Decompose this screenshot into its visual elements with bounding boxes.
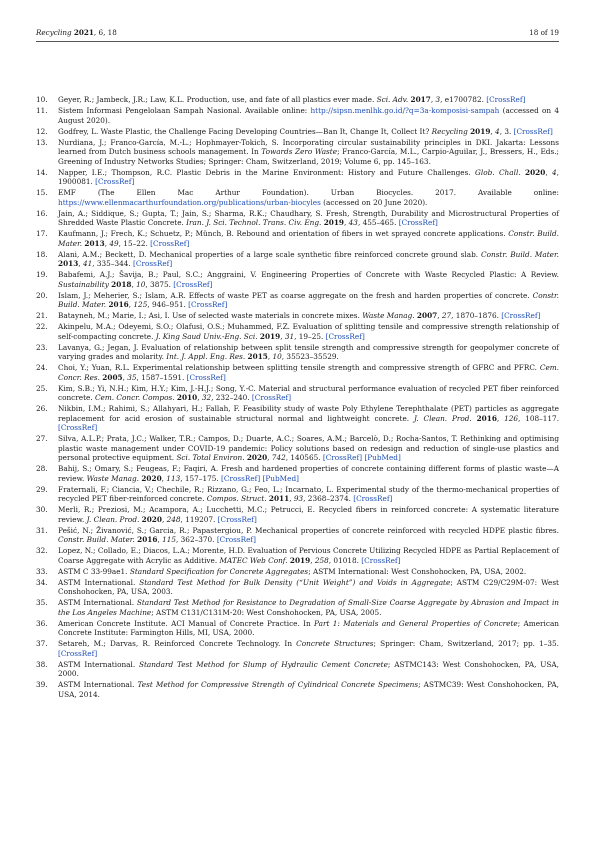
reference-item — [36, 639, 559, 658]
reference-italic-text: Standard Test Method for Bulk Density (“Unit Weight”) and Voids in Aggregate — [139, 577, 451, 587]
reference-plain-text: , 157–175. — [180, 473, 222, 483]
reference-list — [36, 95, 559, 701]
reference-item — [36, 188, 559, 207]
reference-italic-text: 126 — [504, 413, 519, 423]
reference-year: 2011 — [268, 494, 290, 503]
reference-number: 35. — [36, 598, 48, 607]
reference-number: 11. — [36, 106, 48, 115]
reference-number: 22. — [36, 322, 48, 331]
reference-plain-text: Akinpelu, M.A.; Odeyemi, S.O.; Olafusi, O.S.; Muhammed, F.Z. Evaluation of splitting tensile and compressive strength relationship of self-compacting concrete. — [58, 322, 559, 341]
reference-number: 18. — [36, 249, 48, 259]
reference-italic-text: 125 — [133, 300, 148, 309]
reference-text — [58, 434, 559, 463]
reference-item — [36, 464, 559, 483]
reference-italic-text: Concrete Structures — [296, 639, 374, 648]
reference-item — [36, 343, 559, 362]
reference-number: 39. — [36, 680, 48, 689]
reference-number: 37. — [36, 639, 48, 648]
reference-plain-text: , 1870–1876. — [451, 311, 502, 320]
reference-plain-text: Kim, S.B.; Yi, N.H.; Kim, H.Y.; Kim, J.-H.J.; Song, Y.-C. Material and structural performance evaluation of recycled PET fiber reinforced concrete. — [58, 383, 559, 402]
reference-number: 34. — [36, 577, 48, 587]
reference-italic-text: Cem. Concr. Compos. — [94, 393, 175, 402]
reference-text — [58, 505, 559, 524]
reference-item — [36, 106, 559, 125]
reference-item — [36, 680, 559, 699]
reference-year: 2013 — [58, 259, 79, 268]
reference-plain-text: , — [161, 514, 167, 524]
reference-plain-text: Pešić, N.; Živanović, S.; Garcia, R.; Papastergiou, P. Mechanical properties of concrete reinforced with recycled HDPE plastic fibres. — [58, 525, 559, 535]
crossref-link[interactable]: [CrossRef] — [353, 494, 393, 503]
reference-item — [36, 660, 559, 679]
reference-text — [58, 95, 559, 105]
reference-number: 33. — [36, 566, 48, 576]
reference-plain-text: , 2368–2374. — [303, 494, 354, 503]
reference-number: 28. — [36, 464, 48, 473]
reference-plain-text: , 3875. — [145, 279, 174, 289]
reference-number: 16. — [36, 208, 48, 218]
reference-plain-text: , — [161, 473, 167, 483]
crossref-link[interactable]: [CrossRef] — [216, 535, 256, 544]
reference-item — [36, 311, 559, 321]
reference-plain-text: Napper, I.E.; Thompson, R.C. Plastic Debris in the Marine Environment: History and Future Challenges. — [58, 167, 476, 177]
reference-italic-text: Glob. Chall. — [475, 167, 521, 177]
reference-plain-text: ASTM International. — [58, 659, 139, 669]
reference-plain-text: ; American Concrete Institute: Farmington Hills, MI, USA, 2000. — [58, 618, 559, 637]
crossref-link[interactable]: [CrossRef] — [398, 218, 438, 227]
reference-italic-text: J. Clean. Prod. — [413, 413, 472, 423]
reference-number: 31. — [36, 525, 48, 535]
reference-text — [58, 546, 559, 565]
reference-plain-text: Alani, A.M.; Beckett, D. Mechanical properties of a large scale synthetic fibre reinforced concrete ground slab. — [58, 249, 482, 259]
reference-italic-text: 113 — [166, 473, 181, 483]
reference-text — [58, 485, 559, 504]
header-divider — [36, 41, 559, 42]
reference-italic-text: 41 — [82, 259, 93, 268]
reference-number: 38. — [36, 659, 48, 669]
reference-plain-text: Choi, Y.; Yuan, R.L. Experimental relationship between splitting tensile strength and compressive strength of GFRC and PFRC. — [58, 363, 540, 372]
reference-text — [58, 363, 559, 382]
reference-item — [36, 434, 559, 463]
reference-plain-text: ; ASTM C29/C29M-07: West Conshohocken, PA, USA, 2003. — [58, 577, 559, 596]
reference-text — [58, 567, 559, 577]
crossref-link[interactable]: [CrossRef] — [325, 331, 365, 341]
reference-italic-text: Cem. Concr. Res. — [58, 363, 559, 382]
reference-text — [58, 598, 559, 617]
reference-plain-text: Godfrey, L. Waste Plastic, the Challenge Facing Developing Countries—Ban It, Change It, Collect It? — [58, 126, 432, 136]
reference-plain-text: , 15–22. — [118, 238, 151, 248]
crossref-link[interactable]: [CrossRef] — [501, 311, 541, 320]
reference-italic-text: 4 — [552, 167, 557, 177]
reference-item — [36, 363, 559, 382]
reference-plain-text: , e1700782. — [440, 95, 487, 104]
reference-year: 2020 — [141, 514, 162, 524]
journal-name: Recycling — [36, 28, 72, 37]
reference-item — [36, 229, 559, 248]
reference-italic-text: Sustainability — [58, 279, 109, 289]
reference-italic-text: 10 — [136, 279, 146, 289]
reference-plain-text: , — [310, 555, 315, 565]
reference-plain-text: , 362–370. — [176, 535, 217, 544]
reference-year: 2007 — [416, 311, 438, 320]
reference-plain-text: , 232–240. — [211, 393, 252, 402]
reference-plain-text: , — [545, 167, 553, 177]
journal-volume-pages: , 6, 18 — [93, 28, 117, 37]
page-header — [36, 28, 559, 37]
reference-year: 2020 — [525, 167, 546, 177]
reference-plain-text: , — [104, 238, 110, 248]
reference-year: 2013 — [84, 238, 105, 248]
reference-plain-text: Islam, J.; Meherier, S.; Islam, A.R. Effects of waste PET as coarse aggregate on the fresh and harden properties of concrete. — [58, 290, 533, 300]
reference-item — [36, 250, 559, 269]
reference-italic-text: Standard Specification for Concrete Aggregates — [129, 566, 309, 576]
crossref-link[interactable]: [CrossRef] — [221, 473, 261, 483]
crossref-link[interactable]: [CrossRef] — [186, 372, 226, 382]
reference-item — [36, 485, 559, 504]
reference-plain-text: , — [128, 300, 134, 309]
crossref-link[interactable]: [CrossRef] — [150, 238, 190, 248]
reference-italic-text: 258 — [314, 555, 329, 565]
reference-italic-text: Sci. Adv. — [376, 95, 409, 104]
crossref-link[interactable]: [CrossRef] — [58, 423, 98, 432]
reference-italic-text: 43 — [348, 218, 358, 227]
reference-text — [58, 311, 559, 321]
reference-year: 2017 — [410, 95, 431, 104]
reference-year: 2016 — [137, 535, 158, 544]
reference-number: 23. — [36, 342, 48, 352]
reference-plain-text: , — [430, 95, 436, 104]
reference-plain-text: ; ASTMC39: West Conshohocken, PA, USA, 2014. — [58, 680, 559, 699]
reference-italic-text: 27 — [441, 311, 452, 320]
reference-year: 2015 — [247, 352, 268, 361]
reference-year: 2016 — [476, 413, 497, 423]
reference-plain-text: , 455–465. — [357, 218, 399, 227]
reference-plain-text: , — [344, 218, 349, 227]
page-indicator: 18 of 19 — [529, 28, 559, 37]
crossref-link[interactable]: [CrossRef] — [58, 648, 98, 658]
reference-italic-text: 32 — [201, 393, 212, 402]
reference-number: 13. — [36, 137, 48, 147]
reference-number: 14. — [36, 167, 48, 177]
reference-plain-text: , 35523–35529. — [281, 352, 339, 361]
journal-citation — [36, 28, 117, 37]
reference-plain-text: Setareh, M.; Darvas, R. Reinforced Concrete Technology. In — [58, 639, 297, 648]
reference-italic-text: 49 — [109, 238, 119, 248]
reference-number: 17. — [36, 229, 48, 238]
reference-year: 2019 — [289, 555, 311, 565]
reference-number: 20. — [36, 290, 48, 300]
reference-text — [58, 384, 559, 403]
reference-plain-text: Nurdiana, J.; Franco-García, M.-L.; Hophmayer-Tokich, S. Incorporating circular sustainability principles in DKI. Jakarta: Lessons learned from Dutch business schools management. In — [58, 137, 559, 156]
reference-italic-text: Towards Zero Waste — [261, 147, 338, 156]
url-link[interactable]: http://sipsn.menlhk.go.id/?q=3a-komposisi-sampah — [310, 106, 500, 115]
reference-plain-text: , — [496, 413, 505, 423]
reference-italic-text: Sci. Total Environ. — [176, 453, 245, 462]
reference-text — [58, 209, 559, 228]
reference-text — [58, 343, 559, 362]
reference-italic-text: Constr. Build. Mater. — [58, 535, 135, 544]
reference-plain-text: , — [267, 453, 272, 462]
reference-item — [36, 127, 559, 137]
reference-plain-text: , 1587–1591. — [136, 372, 187, 382]
reference-plain-text: (accessed on 4 August 2020). — [58, 106, 559, 125]
reference-italic-text: 10 — [272, 352, 282, 361]
reference-number: 32. — [36, 546, 48, 555]
reference-italic-text: Waste Manag. — [362, 311, 415, 320]
reference-plain-text: ASTM C 33-99ae1. — [58, 566, 130, 576]
reference-italic-text: J. King Saud Univ.-Eng. Sci. — [155, 331, 258, 341]
reference-italic-text: 742 — [271, 453, 286, 462]
journal-year: 2021 — [73, 28, 94, 37]
reference-plain-text: American Concrete Institute. ACI Manual of Concrete Practice. In — [58, 618, 315, 628]
reference-text — [58, 127, 559, 137]
reference-plain-text: Jain, A.; Siddique, S.; Gupta, T.; Jain, S.; Sharma, R.K.; Chaudhary, S. Fresh, Strength, Durability and Microstructural Properties of Shredded Waste Plastic Concrete. — [58, 208, 559, 227]
reference-item — [36, 270, 559, 289]
crossref-link[interactable]: [CrossRef] — [217, 514, 257, 524]
reference-italic-text: Test Method for Compressive Strength of Cylindrical Concrete Specimens — [137, 680, 419, 689]
reference-plain-text: ; ASTM International: West Conshohocken, PA, USA, 2002. — [308, 566, 527, 576]
reference-plain-text: Silva, A.L.P.; Prata, J.C.; Walker, T.R.; Campos, D.; Duarte, A.C.; Soares, A.M.; Barcelò, D.; Rocha-Santos, T. Rethinking and optimising plastic waste management under COVID-19 pandemic: Policy solutions based on redesign and reduction of single-use plastics and personal protective equipment. — [58, 434, 559, 462]
reference-text — [58, 168, 559, 187]
reference-plain-text: , — [490, 126, 496, 136]
reference-year: 2020 — [246, 453, 268, 462]
reference-year: 2019 — [323, 218, 344, 227]
reference-number: 30. — [36, 505, 48, 514]
reference-plain-text: Lopez, N.; Collado, E.; Diacos, L.A.; Morente, H.D. Evaluation of Pervious Concrete Utilizing Recycled HDPE as Partial Replacement of Coarse Aggregate with Acrylic as Additive. — [58, 546, 559, 565]
reference-italic-text: 115 — [162, 535, 177, 544]
reference-italic-text: Constr. Build. Mater. — [58, 290, 559, 309]
reference-italic-text: Waste Manag. — [86, 473, 140, 483]
reference-plain-text: (accessed on 20 June 2020). — [320, 197, 428, 207]
reference-text — [58, 291, 559, 310]
reference-italic-text: 93 — [293, 494, 304, 503]
crossref-link[interactable]: [CrossRef] — [251, 393, 292, 402]
reference-year: 2005 — [102, 372, 123, 382]
pubmed-link[interactable]: [PubMed] — [364, 453, 401, 462]
crossref-link[interactable]: [CrossRef] — [95, 177, 135, 186]
reference-text — [58, 464, 559, 483]
reference-italic-text: MATEC Web Conf. — [219, 555, 288, 565]
reference-italic-text: J. Clean. Prod. — [86, 514, 140, 524]
url-link[interactable]: https://www.ellenmacarthurfoundation.org/publications/urban-biocyles — [58, 197, 321, 207]
reference-year: 2020 — [141, 473, 162, 483]
reference-plain-text: , 108–117. — [518, 413, 560, 423]
reference-plain-text: ; Springer: Cham, Switzerland, 2017; pp. 1–35. — [373, 639, 559, 648]
reference-text — [58, 106, 559, 125]
reference-number: 36. — [36, 618, 48, 628]
reference-plain-text: , — [289, 494, 294, 503]
reference-italic-text: 31 — [284, 331, 295, 341]
crossref-link[interactable]: [CrossRef] — [486, 95, 526, 104]
reference-plain-text: EMF (The Ellen Mac Arthur Foundation). Urban Biocycles. 2017. Available online: — [58, 188, 559, 197]
reference-plain-text: Kaufmann, J.; Frech, K.; Schuetz, P.; Münch, B. Rebound and orientation of fibers in wet sprayed concrete applications. — [58, 229, 509, 238]
reference-text — [58, 188, 559, 207]
reference-number: 21. — [36, 311, 48, 320]
reference-plain-text: ; ASTM C131/C131M-20: West Conshohocken, PA, USA, 2005. — [151, 607, 382, 617]
reference-number: 29. — [36, 484, 48, 494]
reference-year: 2019 — [470, 126, 491, 136]
reference-item — [36, 505, 559, 524]
reference-item — [36, 546, 559, 565]
reference-plain-text: , — [131, 279, 137, 289]
reference-number: 19. — [36, 270, 48, 279]
crossref-link[interactable]: [CrossRef] — [361, 555, 401, 565]
reference-italic-text: Compos. Struct. — [206, 494, 267, 503]
reference-year: 2010 — [176, 393, 198, 402]
reference-item — [36, 619, 559, 638]
reference-plain-text: , 140565. — [285, 453, 323, 462]
reference-number: 27. — [36, 434, 48, 443]
reference-plain-text: ASTM International. — [58, 598, 137, 607]
reference-italic-text: 35 — [127, 372, 137, 382]
reference-number: 25. — [36, 383, 48, 393]
reference-italic-text: Standard Test Method for Slump of Hydraulic Cement Concrete — [139, 659, 388, 669]
reference-text — [58, 322, 559, 341]
reference-plain-text: , — [280, 331, 285, 341]
reference-year: 2018 — [111, 279, 132, 289]
reference-text — [58, 270, 559, 289]
reference-plain-text: , — [197, 393, 202, 402]
reference-plain-text: , 01018. — [328, 555, 362, 565]
reference-plain-text: Sistem Informasi Pengelolaan Sampah Nasional. Available online: — [58, 106, 311, 115]
reference-year: 2019 — [259, 331, 281, 341]
reference-item — [36, 578, 559, 597]
reference-plain-text: ASTM International. — [58, 577, 140, 587]
reference-item — [36, 404, 559, 433]
reference-italic-text: Constr. Build. Mater. — [481, 249, 560, 259]
reference-text — [58, 138, 559, 167]
crossref-link[interactable]: [CrossRef] — [173, 279, 213, 289]
reference-italic-text: Constr. Build. Mater. — [58, 229, 559, 248]
reference-number: 26. — [36, 404, 48, 413]
reference-item — [36, 95, 559, 105]
reference-plain-text: , 3. — [499, 126, 514, 136]
reference-plain-text: , 19–25. — [294, 331, 326, 341]
pubmed-link[interactable]: [PubMed] — [262, 473, 299, 483]
reference-number: 12. — [36, 126, 48, 136]
reference-plain-text: , — [122, 372, 128, 382]
reference-italic-text: 4 — [495, 126, 500, 136]
reference-plain-text: , — [437, 311, 442, 320]
reference-plain-text: Nikbin, I.M.; Rahimi, S.; Allahyari, H.; Fallah, F. Feasibility study of waste Poly Ethylene Terephthalate (PET) particles as aggregate replacement for acid erosion of sustainable structural normal and lightweight concrete. — [58, 404, 559, 423]
reference-text — [58, 526, 559, 545]
reference-plain-text: Lavanya, G.; Jegan, J. Evaluation of relationship between split tensile strength and compressive strength for geopolymer concrete of varying grades and molarity. — [58, 342, 559, 361]
reference-plain-text: , 946–951. — [147, 300, 189, 309]
reference-italic-text: 3 — [435, 95, 441, 104]
reference-year: 2016 — [108, 300, 129, 309]
reference-item — [36, 598, 559, 617]
reference-italic-text: 248 — [166, 514, 181, 524]
reference-item — [36, 168, 559, 187]
reference-italic-text: Part 1: Materials and General Properties of Concrete — [314, 618, 518, 628]
reference-text — [58, 660, 559, 679]
crossref-link[interactable]: [CrossRef] — [513, 126, 553, 136]
reference-item — [36, 138, 559, 167]
reference-plain-text: Bahij, S.; Omary, S.; Feugeas, F.; Faqiri, A. Fresh and hardened properties of concrete containing different forms of plastic waste—A review. — [58, 464, 559, 483]
crossref-link[interactable]: [CrossRef] — [188, 300, 228, 309]
reference-number: 15. — [36, 188, 48, 197]
reference-plain-text: , — [157, 535, 163, 544]
reference-plain-text: Merli, R.; Preziosi, M.; Acampora, A.; Lucchetti, M.C.; Petrucci, E. Recycled fibers in reinforced concrete: A systematic literature review. — [58, 505, 559, 524]
reference-italic-text: Int. J. Appl. Eng. Res. — [166, 352, 246, 361]
crossref-link[interactable]: [CrossRef] — [133, 259, 173, 268]
reference-text — [58, 680, 559, 699]
reference-plain-text: ASTM International. — [58, 680, 138, 689]
reference-text — [58, 229, 559, 248]
reference-item — [36, 567, 559, 577]
reference-plain-text: , 1900081. — [58, 167, 559, 186]
reference-text — [58, 639, 559, 658]
reference-text — [58, 404, 559, 433]
crossref-link[interactable]: [CrossRef] — [322, 453, 363, 462]
reference-item — [36, 384, 559, 403]
reference-plain-text: ; Franco-García, M.L., Carpio-Aguilar, J., Bressers, H., Eds.; Greening of Industry Networks Studies; Springer: Cham, Switzerland, 2019; Volume 6, pp. 145–163. — [58, 147, 559, 166]
reference-number: 10. — [36, 95, 48, 104]
reference-italic-text: Recycling — [431, 126, 468, 136]
reference-plain-text: , — [78, 259, 83, 268]
reference-plain-text: Babafemi, A.J.; Šavija, B.; Paul, S.C.; Anggraini, V. Engineering Properties of Concrete with Waste Recycled Plastic: A Review. — [58, 270, 559, 279]
reference-plain-text: Geyer, R.; Jambeck, J.R.; Law, K.L. Production, use, and fate of all plastics ever made. — [58, 95, 377, 104]
reference-item — [36, 322, 559, 341]
reference-text — [58, 619, 559, 638]
reference-plain-text: ; ASTMC143: West Conshohocken, PA, USA, 2000. — [58, 659, 559, 678]
reference-italic-text: Standard Test Method for Resistance to Degradation of Small-Size Coarse Aggregate by Abrasion and Impact in the Los Angeles Machine — [58, 598, 559, 617]
reference-item — [36, 526, 559, 545]
reference-number: 24. — [36, 363, 48, 372]
reference-item — [36, 291, 559, 310]
reference-plain-text: , 335–344. — [92, 259, 134, 268]
reference-plain-text: , — [267, 352, 273, 361]
reference-item — [36, 209, 559, 228]
reference-plain-text: Batayneh, M.; Marie, I.; Asi, I. Use of selected waste materials in concrete mixes. — [58, 311, 363, 320]
reference-plain-text: , 119207. — [180, 514, 218, 524]
reference-italic-text: Iran. J. Sci. Technol. Trans. Civ. Eng. — [186, 218, 322, 227]
reference-text — [58, 250, 559, 269]
reference-plain-text: Fraternali, F.; Ciancia, V.; Chechile, R.; Rizzano, G.; Feo, L.; Incarnato, L. Experimental study of the thermo-mechanical properties of recycled PET fiber-reinforced concrete. — [58, 484, 559, 503]
reference-text — [58, 578, 559, 597]
